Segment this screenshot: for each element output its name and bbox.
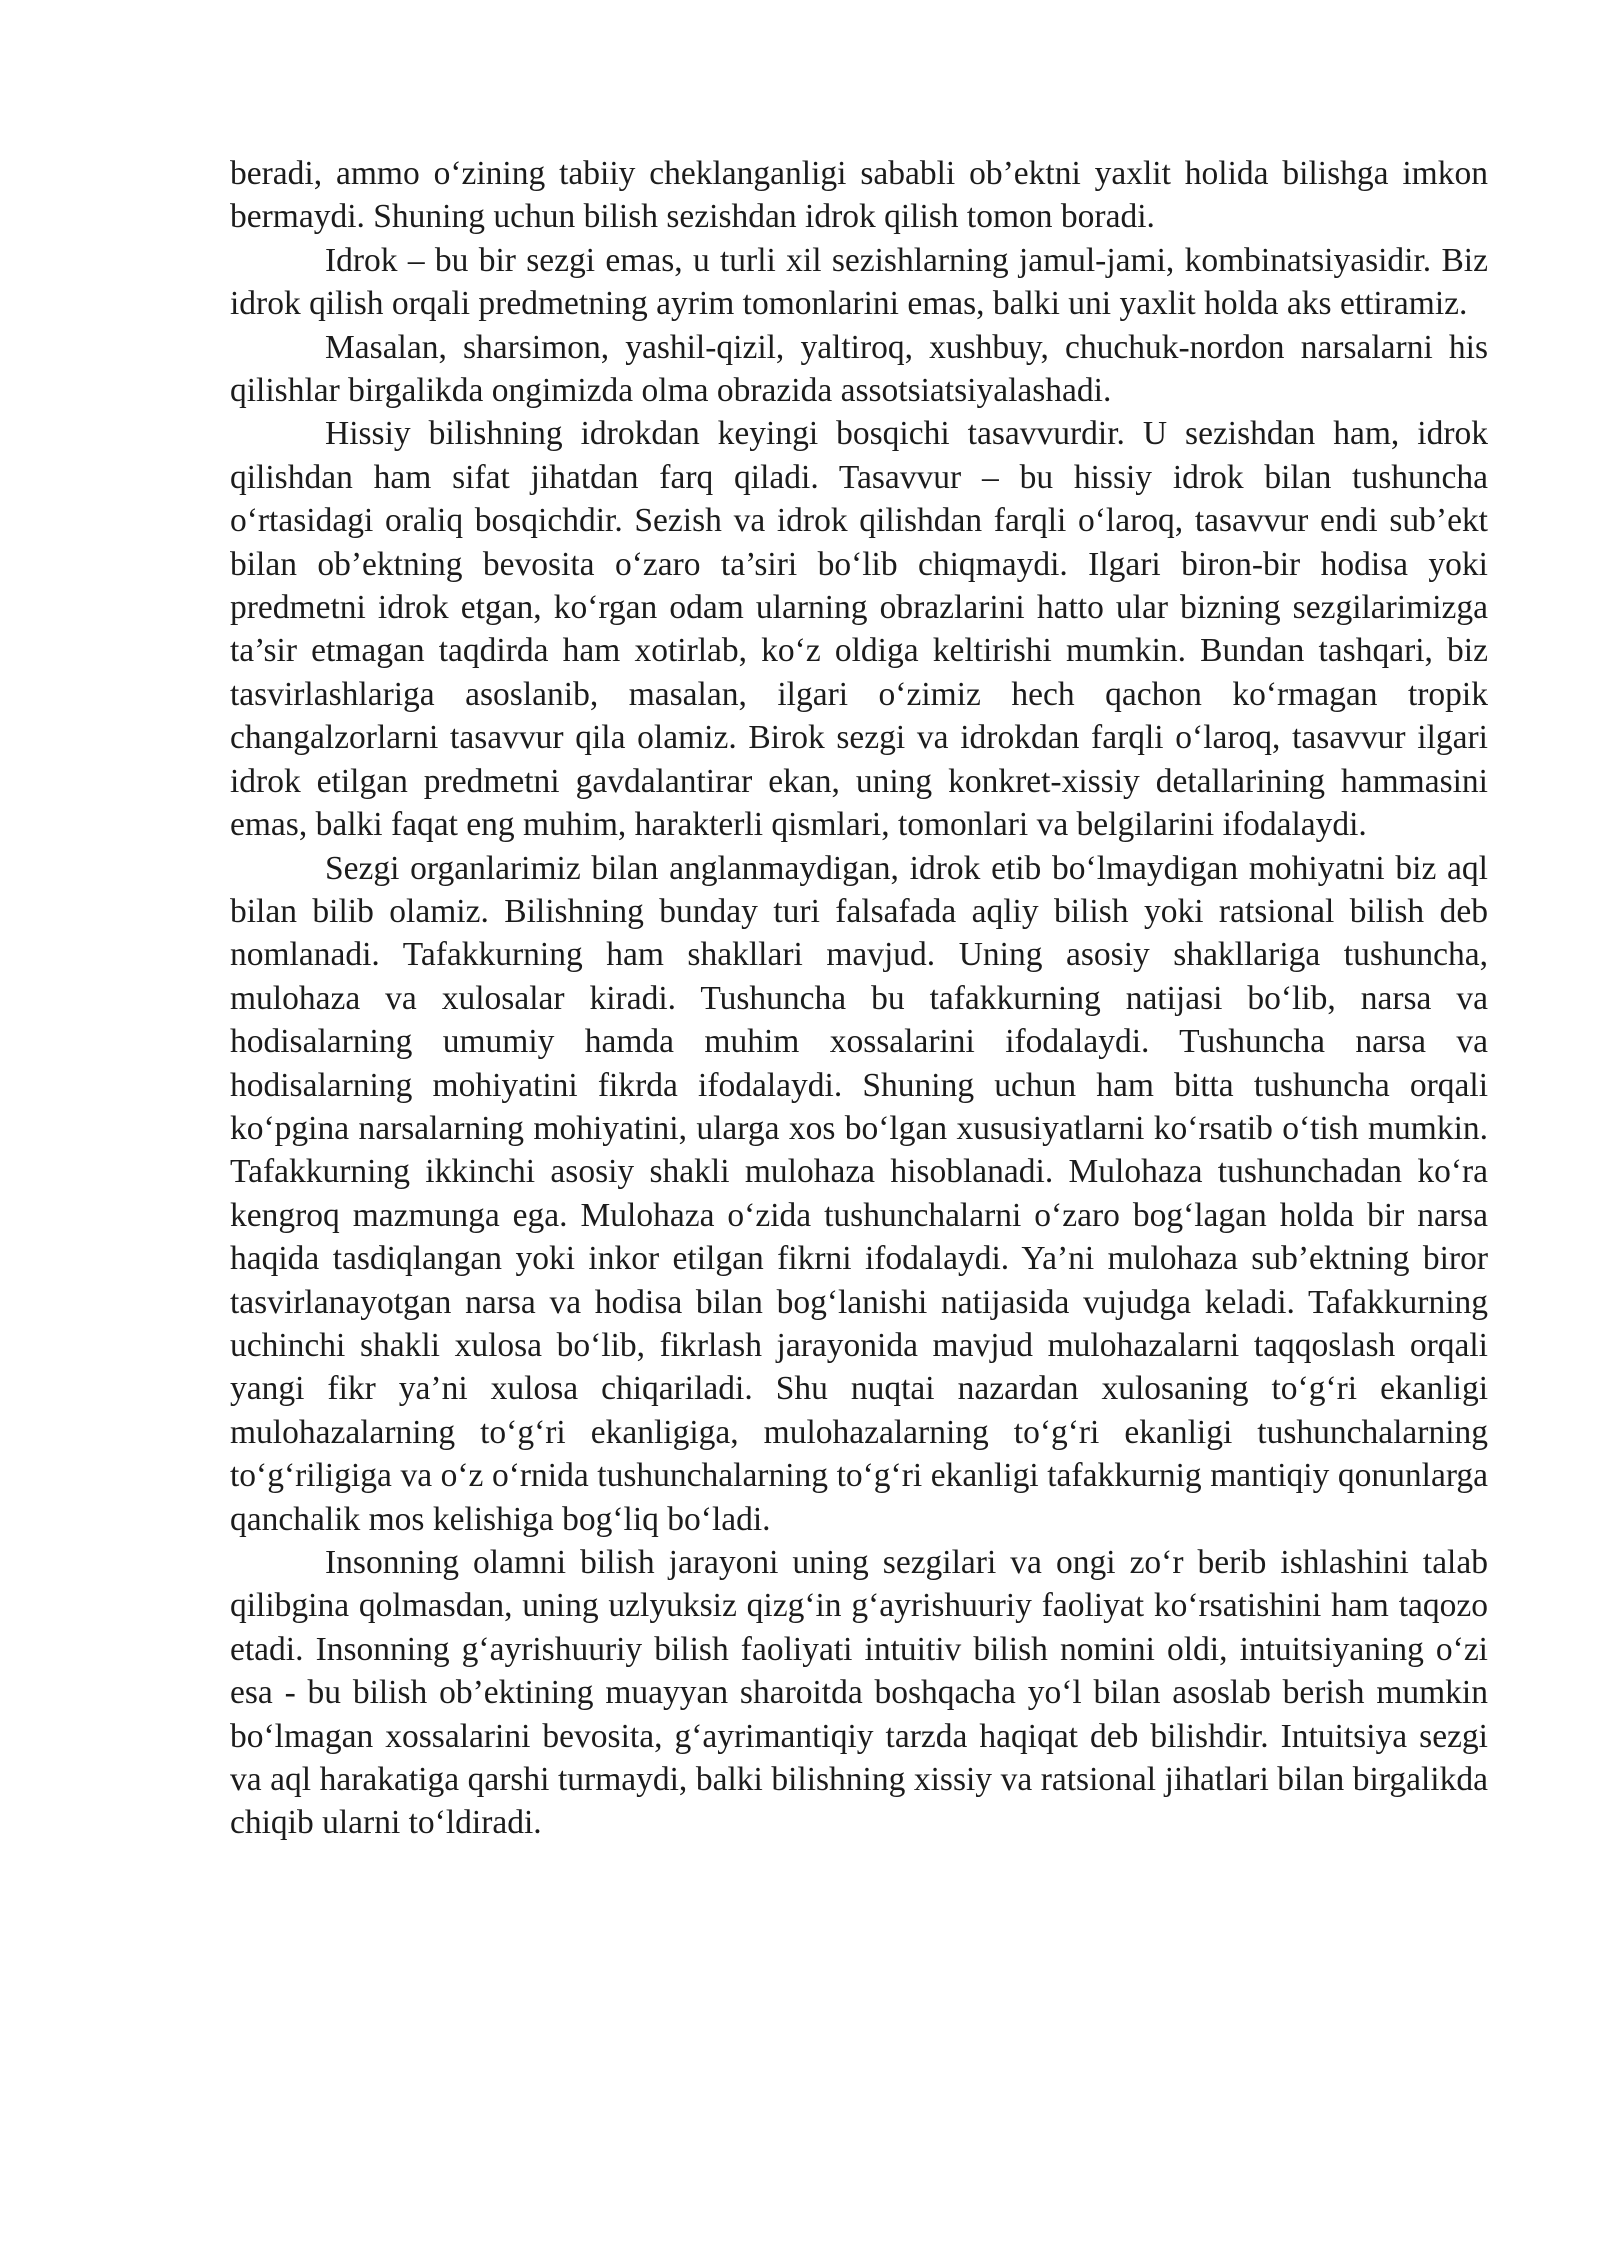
paragraph-example: Masalan, sharsimon, yashil-qizil, yaltiroq, xushbuy, chuchuk-nordon narsalarni his qilishlar birgalikda ongimizda olma obrazida assotsiatsiyalashadi. (230, 328, 1488, 410)
paragraph-intuitsiya: Insonning olamni bilish jarayoni uning sezgilari va ongi zo‘r berib ishlashini talab qilibgina qolmasdan, uning uzlyuksiz qizg‘in g‘ayrishuuriy faoliyat ko‘rsatishini ham taqozo etadi. Insonning g‘ayrishuuriy bilish faoliyati intuitiv bilish nomini oldi, intuitsiyaning o‘zi esa - bu bilish ob’ektining muayyan sharoitda boshqacha yo‘l bilan asoslab berish mumkin bo‘lmagan xossalarini bevosita, g‘ayrimantiqiy tarzda haqiqat deb bilishdir. Intuitsiya sezgi va aql harakatiga qarshi turmaydi, balki bilishning xissiy va ratsional jihatlari bilan birgalikda chiqib ularni to‘ldiradi. (230, 1544, 1488, 1842)
paragraph-tafakkur: Sezgi organlarimiz bilan anglanmaydigan, idrok etib bo‘lmaydigan mohiyatni biz aql bilan bilib olamiz. Bilishning bunday turi falsafada aqliy bilish yoki ratsional bilish deb nomlanadi. Tafakkurning ham shakllari mavjud. Uning asosiy shakllariga tushuncha, mulohaza va xulosalar kiradi. Tushuncha bu tafakkurning natijasi bo‘lib, narsa va hodisalarning umumiy hamda muhim xossalarini ifodalaydi. Tushuncha narsa va hodisalarning mohiyatini fikrda ifodalaydi. Shuning uchun ham bitta tushuncha orqali ko‘pgina narsalarning mohiyatini, ularga xos bo‘lgan xususiyatlarni ko‘rsatib o‘tish mumkin. Tafakkurning ikkinchi asosiy shakli mulohaza hisoblanadi. Mulohaza tushunchadan ko‘ra kengroq mazmunga ega. Mulohaza o‘zida tushunchalarni o‘zaro bog‘lagan holda bir narsa haqida tasdiqlangan yoki inkor etilgan fikrni ifodalaydi. Ya’ni mulohaza sub’ektning biror tasvirlanayotgan narsa va hodisa bilan bog‘lanishi natijasida vujudga keladi. Tafakkurning uchinchi shakli xulosa bo‘lib, fikrlash jarayonida mavjud mulohazalarni taqqoslash orqali yangi fikr ya’ni xulosa chiqariladi. Shu nuqtai nazardan xulosaning to‘g‘ri ekanligi mulohazalarning to‘g‘ri ekanligiga, mulohazalarning to‘g‘ri ekanligi tushunchalarning to‘g‘riligiga va o‘z o‘rnida tushunchalarning to‘g‘ri ekanligi tafakkurnig mantiqiy qonunlarga qanchalik mos kelishiga bog‘liq bo‘ladi. (230, 849, 1488, 1538)
document-page (230, 152, 1488, 1845)
paragraph-idrok: Idrok – bu bir sezgi emas, u turli xil sezishlarning jamul-jami, kombinatsiyasidir. Biz idrok qilish orqali predmetning ayrim tomonlarini emas, balki uni yaxlit holda aks ettiramiz. (230, 241, 1488, 323)
paragraph-tasavvur: Hissiy bilishning idrokdan keyingi bosqichi tasavvurdir. U sezishdan ham, idrok qilishdan ham sifat jihatdan farq qiladi. Tasavvur – bu hissiy idrok bilan tushuncha o‘rtasidagi oraliq bosqichdir. Sezish va idrok qilishdan farqli o‘laroq, tasavvur endi sub’ekt bilan ob’ektning bevosita o‘zaro ta’siri bo‘lib chiqmaydi. Ilgari biron-bir hodisa yoki predmetni idrok etgan, ko‘rgan odam ularning obrazlarini hatto ular bizning sezgilarimizga ta’sir etmagan taqdirda ham xotirlab, ko‘z oldiga keltirishi mumkin. Bundan tashqari, biz tasvirlashlariga asoslanib, masalan, ilgari o‘zimiz hech qachon ko‘rmagan tropik changalzorlarni tasavvur qila olamiz. Birok sezgi va idrokdan farqli o‘laroq, tasavvur ilgari idrok etilgan predmetni gavdalantirar ekan, uning konkret-xissiy detallarining hammasini emas, balki faqat eng muhim, harakterli qismlari, tomonlari va belgilarini ifodalaydi. (230, 415, 1488, 844)
paragraph-continuation: beradi, ammo o‘zining tabiiy cheklanganligi sababli ob’ektni yaxlit holida bilishga imkon bermaydi. Shuning uchun bilish sezishdan idrok qilish tomon boradi. (230, 155, 1488, 236)
